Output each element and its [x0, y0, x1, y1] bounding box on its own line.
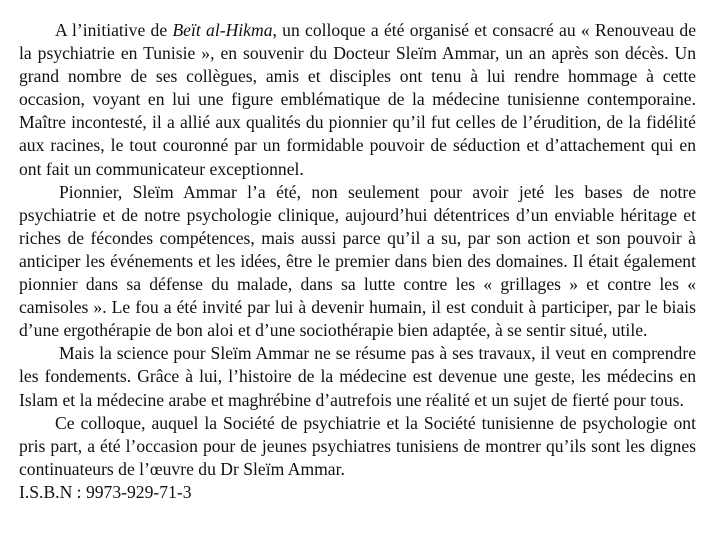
- document-body: [19, 19, 696, 504]
- paragraph-4: Ce colloque, auquel la Société de psychiatrie et la Société tunisienne de psychologie ont pris part, a été l’occasion pour de jeunes psychiatres tunisiens de montrer qu’ils sont les dignes continuateurs de l’œuvre du Dr Sleïm Ammar.: [19, 412, 696, 479]
- beit-al-hikma-title: Beït al-Hikma: [172, 20, 273, 40]
- paragraph-3: Mais la science pour Sleïm Ammar ne se résume pas à ses travaux, il veut en comprendre les fondements. Grâce à lui, l’histoire de la médecine est devenue une geste, les médecins en Islam et la médecine arabe et maghrébine d’autrefois une réalité et un sujet de fierté pour tous.: [19, 343, 696, 410]
- isbn-line: I.S.B.N : 9973-929-71-3: [19, 481, 192, 502]
- paragraph-2: Pionnier, Sleïm Ammar l’a été, non seulement pour avoir jeté les bases de notre psychiatrie et de notre psychologie clinique, aujourd’hui détentrices d’un enviable héritage et riches de fécondes compétences, mais aussi parce qu’il a su, par son action et son pouvoir à anticiper les événements et les idées, être le premier dans bien des domaines. Il était également pionnier dans sa défense du malade, dans sa lutte contre les « grillages » et contre les « camisoles ». Le fou a été invité par lui à devenir humain, il est conduit à participer, par le biais d’une ergothérapie de bon aloi et d’une sociothérapie bien adaptée, à se sentir situé, utile.: [19, 181, 696, 341]
- paragraph-1: [19, 19, 696, 181]
- paragraph-1-body: , un colloque a été organisé et consacré au « Renouveau de la psychiatrie en Tunisie », en souvenir du Docteur Sleïm Ammar, un an après son décès. Un grand nombre de ses collègues, amis et disciples ont tenu à lui rendre hommage à cette occasion, voyant en lui une figure emblématique de la médecine tunisienne contemporaine. Maître incontesté, il a allié aux qualités du pionnier qu’il fut celles de l’érudition, de la fidélité aux racines, le tout couronné par un formidable pouvoir de séduction et d’attachement qui en ont fait un communicateur exceptionnel.: [19, 20, 696, 179]
- paragraph-1-intro: A l’initiative de: [55, 20, 173, 40]
